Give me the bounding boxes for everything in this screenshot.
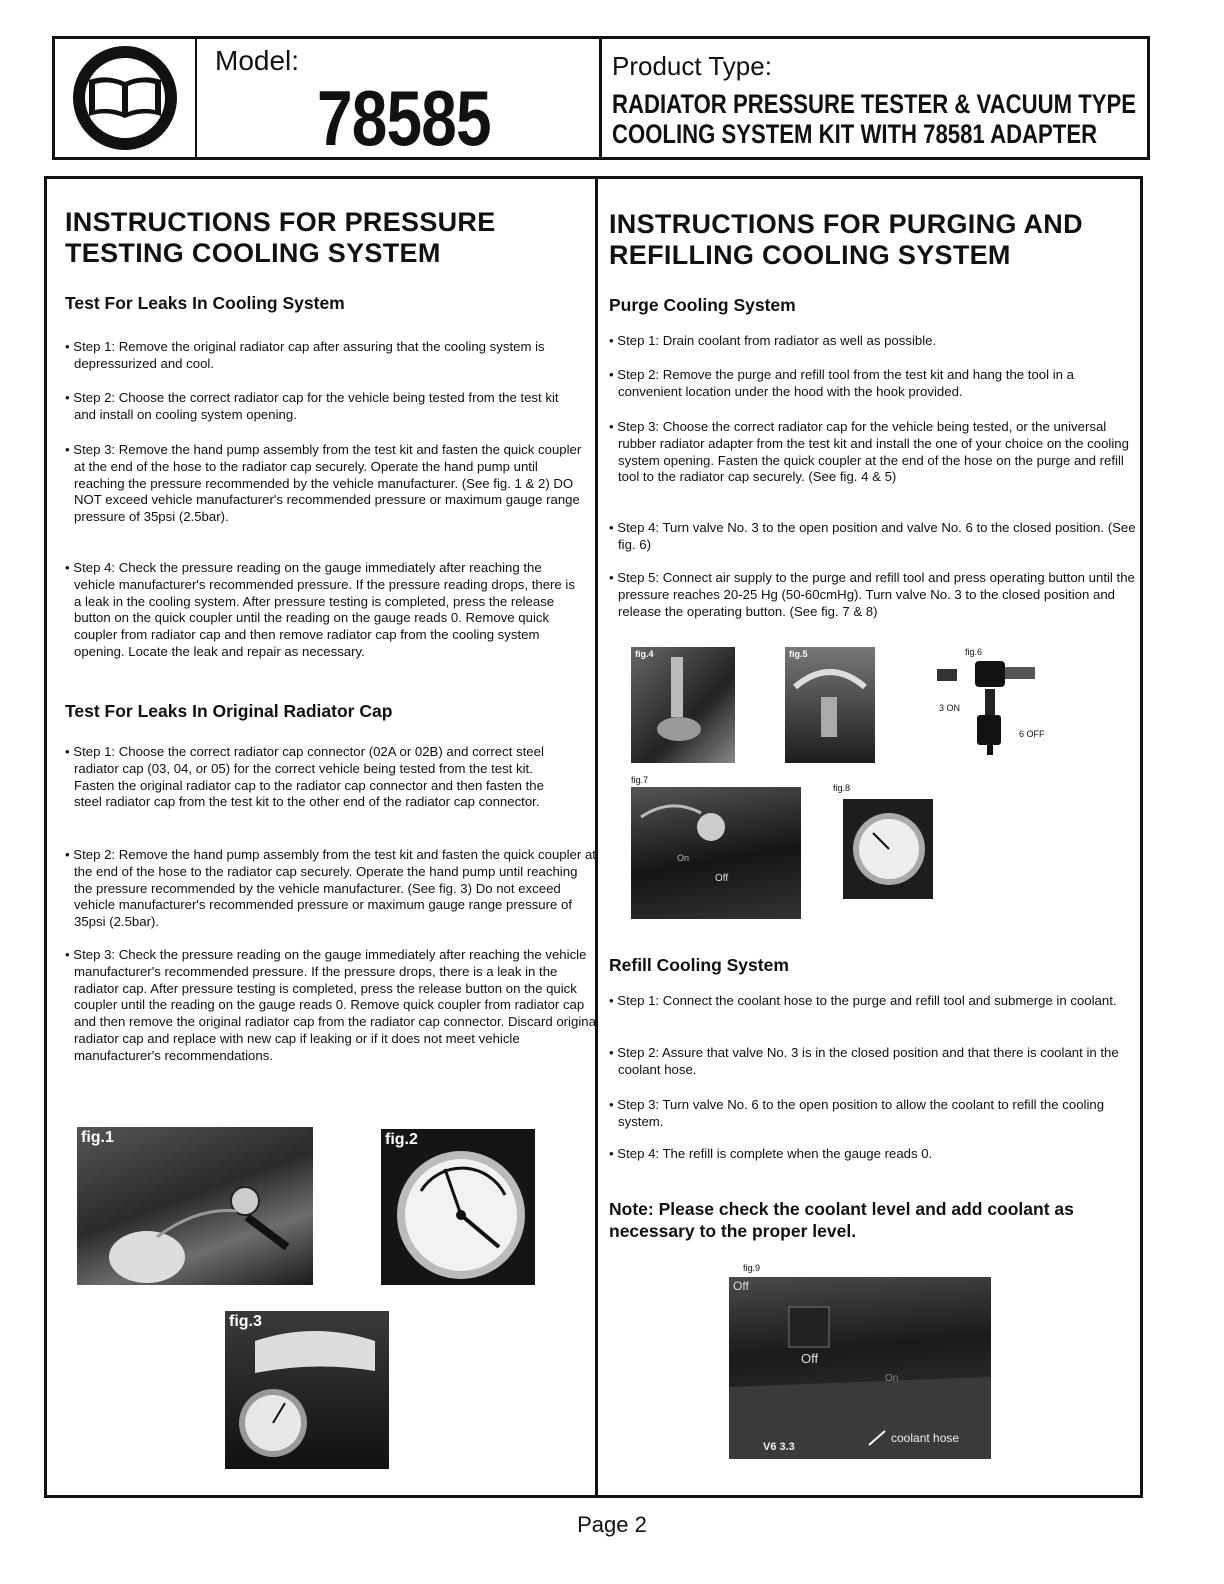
column-divider — [595, 179, 598, 1495]
fig1-label: fig.1 — [81, 1129, 114, 1146]
left-s1-step1: • Step 1: Remove the original radiator cap after assuring that the cooling system is depressurized and cool. — [65, 339, 545, 371]
fig7-photo — [631, 787, 801, 919]
page-number: Page 2 — [577, 1512, 647, 1537]
fig8-gauge-icon — [843, 799, 933, 899]
right-s1-step5: • Step 5: Connect air supply to the purge and refill tool and press operating button until the pressure reaches 20-25 Hg (50-60cmHg). Turn valve No. 3 to the closed position and release the operating button. (See fig. 7 & 8) — [609, 570, 1135, 619]
left-s1-step3: • Step 3: Remove the hand pump assembly from the test kit and fasten the quick coupler at the end of the hose to the radiator cap securely. Operate the hand pump until reaching the pressure recommended by the vehicle manufacturer. (See fig. 1 & 2) DO NOT exceed vehicle manufacturer's recommended pressure or maximum gauge range pressure of 35psi (2.5bar). — [65, 442, 582, 525]
right-s2-step1: • Step 1: Connect the coolant hose to the purge and refill tool and submerge in coolant. — [609, 993, 1117, 1008]
manual-book-icon — [55, 39, 197, 157]
content-frame — [44, 176, 1143, 1498]
left-title — [65, 207, 496, 269]
product-title-line1: RADIATOR PRESSURE TESTER & VACUUM TYPE — [612, 89, 1137, 119]
fig6-label: fig.6 — [965, 647, 983, 657]
note-coolant-level: Note: Please check the coolant level and add coolant as necessary to the proper level. — [609, 1199, 1074, 1241]
fig9-off-label: Off — [801, 1351, 819, 1366]
left-s2-step1: • Step 1: Choose the correct radiator cap connector (02A or 02B) and correct steel radiator cap (03, 04, or 05) for the correct vehicle being tested from the test kit. Fasten the original radiator cap to the radiator cap connector and then fasten the steel radiator cap from the test kit to the other end of the radiator cap connector. — [65, 744, 544, 810]
right-title — [609, 209, 1083, 271]
left-title-line2: TESTING COOLING SYSTEM — [65, 238, 441, 268]
fig4-photo — [631, 647, 735, 763]
model-number: 78585 — [317, 74, 491, 162]
left-s2-step3: • Step 3: Check the pressure reading on the gauge immediately after reaching the vehicle manufacturer's recommended pressure. If the pressure drops, there is a leak in the radiator cap. After pressure testing is completed, press the release button on the quick coupler until the reading on the gauge reads 0. Remove quick coupler from radiator cap and then remove the original radiator cap from the radiator cap connector. Discard original radiator cap and replace with new cap if leaking or if it does not meet vehicle manufacturer's recommendations. — [65, 947, 599, 1063]
fig6-on-label: 3 ON — [939, 703, 961, 713]
left-title-line1: INSTRUCTIONS FOR PRESSURE — [65, 207, 496, 237]
fig7-label: fig.7 — [631, 775, 649, 785]
section-heading-leaks-cap: Test For Leaks In Original Radiator Cap — [65, 701, 393, 721]
section-heading-leaks-cooling: Test For Leaks In Cooling System — [65, 293, 345, 313]
fig7-off-label: Off — [715, 873, 729, 884]
right-s1-step1: • Step 1: Drain coolant from radiator as well as possible. — [609, 333, 937, 348]
fig8-photo — [843, 799, 933, 899]
product-type-box — [602, 39, 1147, 157]
model-label: Model: — [215, 45, 300, 76]
fig3-cap-gauge-icon — [225, 1311, 389, 1469]
fig6-off-label: 6 OFF — [1019, 729, 1045, 739]
fig9-label: fig.9 — [743, 1263, 761, 1273]
fig1-gauge-hose-icon — [77, 1127, 313, 1285]
right-s2-step3: • Step 3: Turn valve No. 6 to the open position to allow the coolant to refill the cooling system. — [609, 1097, 1105, 1129]
fig4-label: fig.4 — [635, 649, 654, 659]
fig9-off-top-label: Off — [733, 1279, 749, 1293]
fig2-label: fig.2 — [385, 1131, 418, 1148]
fig5-label: fig.5 — [789, 649, 808, 659]
product-title-line2: COOLING SYSTEM KIT WITH 78581 ADAPTER — [612, 119, 1098, 149]
product-type-label: Product Type: — [612, 51, 772, 81]
right-title-line2: REFILLING COOLING SYSTEM — [609, 240, 1011, 270]
fig3-photo — [225, 1311, 389, 1469]
fig9-coolant-hose-label: coolant hose — [891, 1431, 960, 1445]
right-s1-step2: • Step 2: Remove the purge and refill tool from the test kit and hang the tool in a convenient location under the hood with the hook provided. — [609, 367, 1074, 399]
right-title-line1: INSTRUCTIONS FOR PURGING AND — [609, 209, 1083, 239]
right-s1-step4: • Step 4: Turn valve No. 3 to the open position and valve No. 6 to the closed position. (See fig. 6) — [609, 520, 1136, 552]
right-s2-step2: • Step 2: Assure that valve No. 3 is in the closed position and that there is coolant in the coolant hose. — [609, 1045, 1119, 1077]
fig4-cap-icon — [631, 647, 735, 763]
fig6-valve-diagram — [935, 643, 1055, 759]
fig9-on-label: On — [885, 1373, 899, 1384]
fig8-label: fig.8 — [833, 783, 851, 793]
section-heading-purge: Purge Cooling System — [609, 295, 796, 315]
header — [52, 36, 1150, 160]
fig5-adapter-icon — [785, 647, 875, 763]
model-box — [197, 39, 602, 162]
fig5-photo — [785, 647, 875, 763]
fig2-photo — [381, 1129, 535, 1285]
left-s1-step2: • Step 2: Choose the correct radiator cap for the vehicle being tested from the test kit and install on cooling system opening. — [65, 390, 559, 422]
product-title — [612, 89, 1137, 149]
fig1-photo — [77, 1127, 313, 1285]
fig9-engine-label: V6 3.3 — [763, 1441, 795, 1453]
section-heading-refill: Refill Cooling System — [609, 955, 789, 975]
right-s2-step4: • Step 4: The refill is complete when the gauge reads 0. — [609, 1146, 933, 1161]
left-s2-step2: • Step 2: Remove the hand pump assembly from the test kit and fasten the quick coupler at the end of the hose to the radiator cap securely. Operate the hand pump until reaching the pressure recommended by the vehicle manufacturer. (See fig. 3) Do not exceed vehicle manufacturer's recommended pressure or maximum gauge range pressure of 35psi (2.5bar). — [65, 847, 596, 930]
fig2-gauge-icon — [381, 1129, 535, 1285]
left-s1-step4: • Step 4: Check the pressure reading on the gauge immediately after reaching the vehicle manufacturer's recommended pressure. If the pressure reading drops, there is a leak in the cooling system. After pressure testing is completed, press the release button on the quick coupler until the reading on the gauge reads 0. Remove quick coupler from radiator cap and then remove radiator cap from the cooling system opening. Locate the leak and repair as necessary. — [65, 560, 575, 659]
fig9-photo — [729, 1277, 991, 1459]
fig6-valve-icon — [935, 643, 1055, 759]
fig7-gauge-icon — [631, 787, 801, 919]
fig3-label: fig.3 — [229, 1313, 262, 1330]
right-s1-step3: • Step 3: Choose the correct radiator cap for the vehicle being tested, or the universal rubber radiator adapter from the test kit and install the one of your choice on the cooling system opening. Fasten the quick coupler at the end of the hose on the purge and refill tool to the radiator cap securely. (See fig. 4 & 5) — [609, 419, 1129, 485]
fig7-on-label: On — [677, 853, 690, 863]
